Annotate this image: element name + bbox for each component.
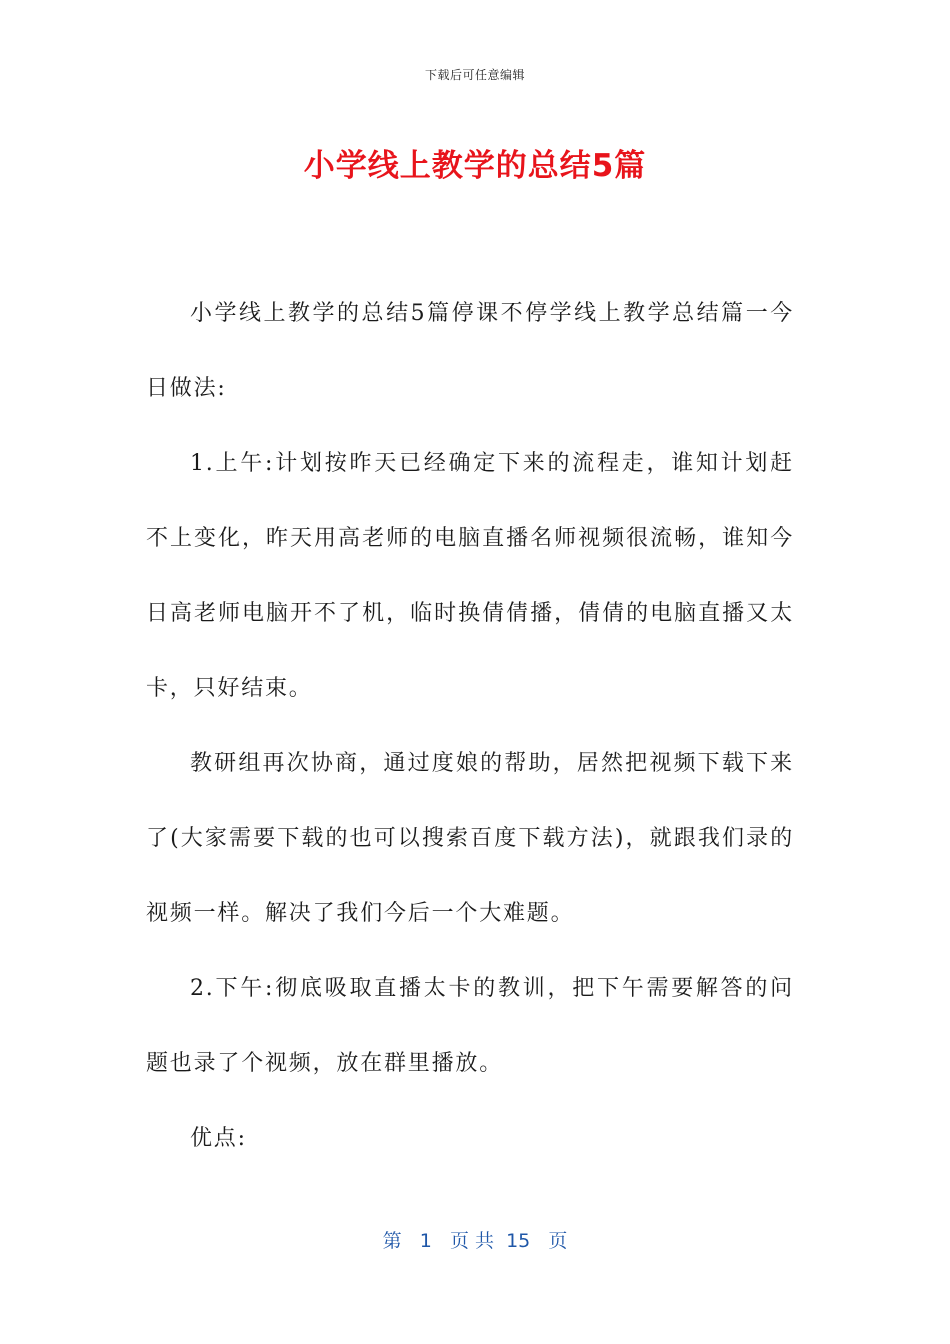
total-pages: 15 [506,1230,531,1252]
footer-prefix: 第 [382,1230,402,1252]
paragraph: 1.上午:计划按昨天已经确定下来的流程走，谁知计划赶不上变化，昨天用高老师的电脑直播名师视频很流畅，谁知今日高老师电脑开不了机，临时换倩倩播，倩倩的电脑直播又太卡，只好结束。 [146,451,794,701]
header-note: 下载后可任意编辑 [424,68,525,82]
paragraph: 2.下午:彻底吸取直播太卡的教训，把下午需要解答的问题也录了个视频，放在群里播放。 [146,976,794,1076]
footer-suffix: 页 [548,1230,568,1252]
paragraph: 优点: [190,1126,247,1151]
page-number: 1 [419,1230,432,1252]
footer-middle: 页 共 [449,1230,494,1252]
page-footer [0,1226,950,1253]
paragraph: 教研组再次协商，通过度娘的帮助，居然把视频下载下来了(大家需要下载的也可以搜索百度下载方法)，就跟我们录的视频一样。解决了我们今后一个大难题。 [146,751,794,926]
document-title: 小学线上教学的总结5篇 [303,148,647,184]
document-body [146,276,794,1176]
paragraph: 小学线上教学的总结5篇停课不停学线上教学总结篇一今日做法: [146,301,794,401]
